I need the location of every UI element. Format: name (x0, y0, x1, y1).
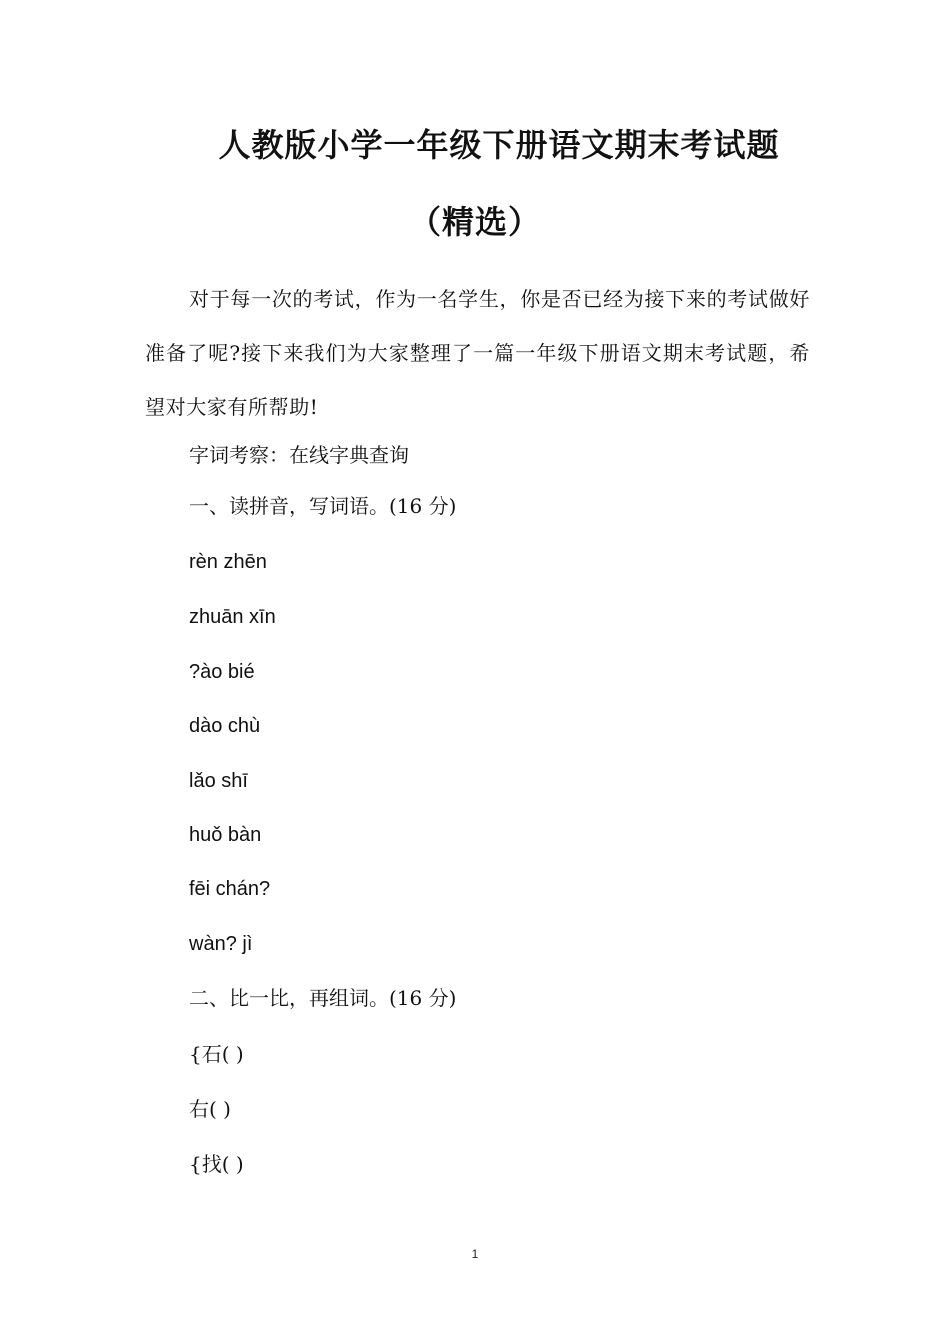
pinyin-item: rèn zhēn (189, 551, 267, 573)
document-title: 人教版小学一年级下册语文期末考试题 (218, 126, 780, 164)
pinyin-item: lǎo shī (189, 770, 248, 792)
pinyin-item: huǒ bàn (189, 824, 262, 846)
pinyin-item: ?ào bié (189, 661, 255, 683)
intro-paragraph: 对于每一次的考试，作为一名学生，你是否已经为接下来的考试做好准备了呢?接下来我们为大家整理了一篇一年级下册语文期末考试题，希望对大家有所帮助! (145, 287, 810, 419)
compare-item: 右( ) (189, 1097, 231, 1121)
pinyin-item: zhuān xīn (189, 606, 276, 628)
document-subtitle: （精选） (408, 203, 541, 241)
compare-item: {找( ) (189, 1152, 244, 1176)
pinyin-item: fēi chán? (189, 878, 271, 900)
question-heading-2: 二、比一比，再组词。(16 分) (189, 986, 457, 1010)
page-number: 1 (471, 1247, 479, 1261)
section-label-dictionary: 字词考察：在线字典查询 (189, 443, 409, 467)
pinyin-item: dào chù (189, 715, 261, 737)
pinyin-item: wàn? jì (189, 933, 253, 955)
question-heading-1: 一、读拼音，写词语。(16 分) (189, 494, 457, 518)
compare-item: {石( ) (189, 1042, 244, 1066)
